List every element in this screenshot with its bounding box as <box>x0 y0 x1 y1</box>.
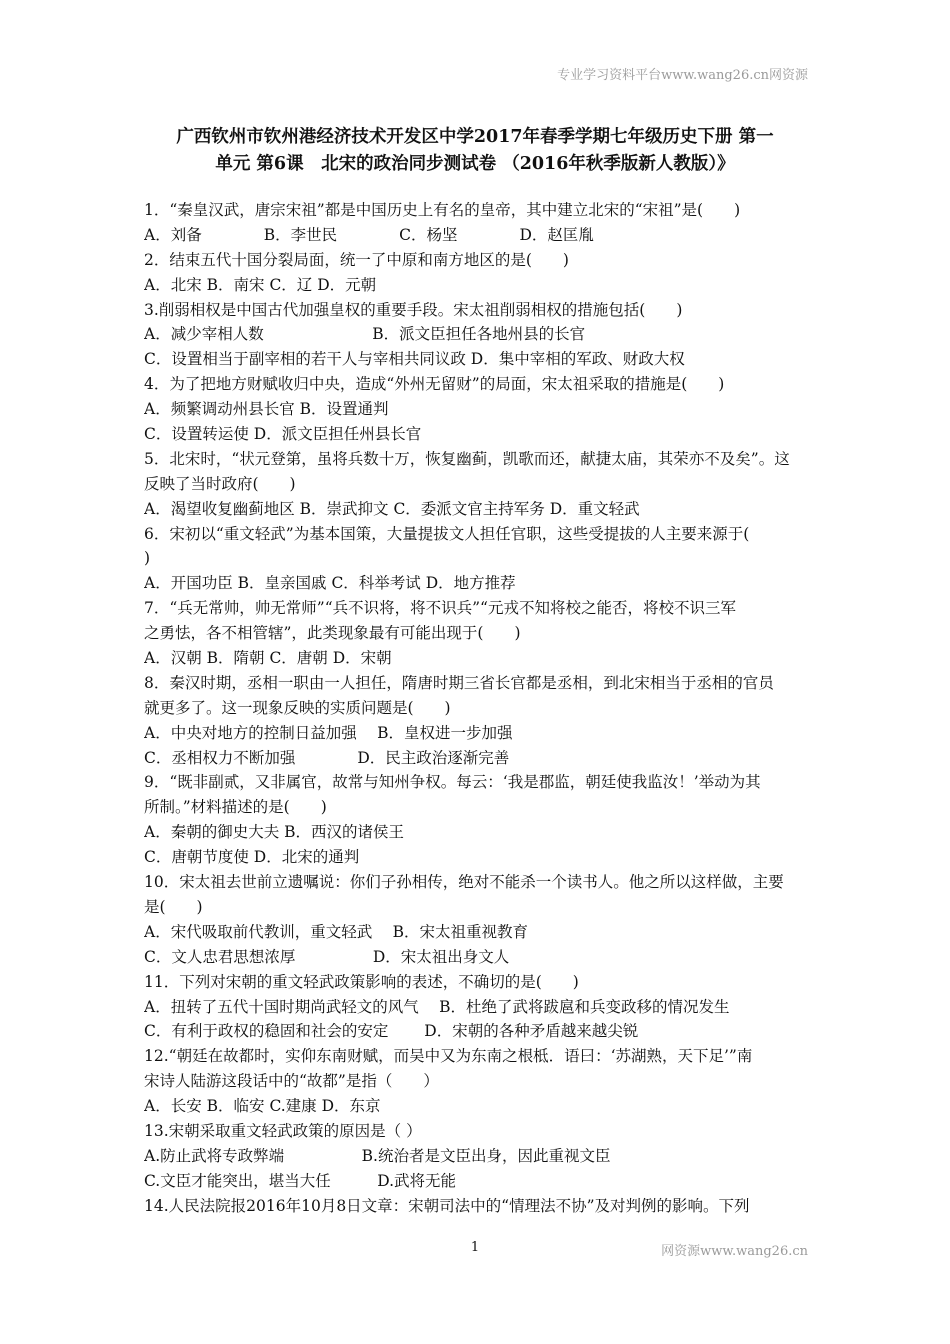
text-line: A．北宋 B．南宋 C．辽 D．元朝 <box>144 275 377 294</box>
text-line: A．频繁调动州县长官 B．设置通判 <box>144 400 389 419</box>
text-line: C.文臣才能突出，堪当大任 D.武将无能 <box>144 1171 457 1190</box>
text-line: A.防止武将专政弊端 B.统治者是文臣出身，因此重视文臣 <box>144 1146 611 1165</box>
text-line: 5．北宋时，“状元登第，虽将兵数十万，恢复幽蓟，凯歌而还，献捷太庙，其荣亦不及矣”。这 <box>144 449 790 468</box>
title-line-1: 广西钦州市钦州港经济技术开发区中学2017年春季学期七年级历史下册 第一 <box>176 127 774 147</box>
text-line: 3.削弱相权是中国古代加强皇权的重要手段。宋太祖削弱相权的措施包括( ) <box>144 300 683 319</box>
text-line: 11．下列对宋朝的重文轻武政策影响的表述，不确切的是( ) <box>144 972 579 991</box>
text-line: 之勇怯，各不相管辖”，此类现象最有可能出现于( ) <box>144 624 521 643</box>
text-line: ) <box>144 549 151 568</box>
title-line-2: 单元 第6课 北宋的政治同步测试卷 （2016年秋季版新人教版）》 <box>215 154 735 174</box>
question-body <box>144 198 808 1219</box>
text-line: 13.宋朝采取重文轻武政策的原因是（ ） <box>144 1121 422 1140</box>
text-line: A．扭转了五代十国时期尚武轻文的风气 B．杜绝了武将跋扈和兵变政移的情况发生 <box>144 997 730 1016</box>
text-line: A．刘备 B．李世民 C．杨坚 D．赵匡胤 <box>144 225 594 244</box>
text-line: C．设置相当于副宰相的若干人与宰相共同议政 D．集中宰相的军政、财政大权 <box>144 350 685 369</box>
footer-watermark: 网资源www.wang26.cn <box>661 1244 808 1259</box>
text-line: 7．“兵无常帅，帅无常师”“兵不识将，将不识兵”“元戎不知将校之能否，将校不识三军 <box>144 599 736 618</box>
text-line: 所制。”材料描述的是( ) <box>144 798 327 817</box>
text-line: A．秦朝的御史大夫 B．西汉的诸侯王 <box>144 823 405 842</box>
text-line: A．减少宰相人数 B．派文臣担任各地州县的长官 <box>144 325 586 344</box>
text-line: C．有利于政权的稳固和社会的安定 D．宋朝的各种矛盾越来越尖锐 <box>144 1022 639 1041</box>
text-line: C．设置转运使 D．派文臣担任州县长官 <box>144 425 422 444</box>
text-line: A．汉朝 B．隋朝 C．唐朝 D．宋朝 <box>144 649 392 668</box>
text-line: 反映了当时政府( ) <box>144 474 296 493</box>
header-watermark: 专业学习资料平台www.wang26.cn网资源 <box>557 68 808 83</box>
text-line: 6．宋初以“重文轻武”为基本国策，大量提拔文人担任官职，这些受提拔的人主要来源于( <box>144 524 750 543</box>
text-line: 12.“朝廷在故都时，实仰东南财赋，而吴中又为东南之根柢．语曰：‘苏湖熟，天下足’”南 <box>144 1047 753 1066</box>
text-line: 就更多了。这一现象反映的实质问题是( ) <box>144 698 451 717</box>
text-line: C．丞相权力不断加强 D．民主政治逐渐完善 <box>144 748 510 767</box>
page-number: 1 <box>470 1240 480 1255</box>
text-line: A．中央对地方的控制日益加强 B．皇权进一步加强 <box>144 723 513 742</box>
text-line: A．渴望收复幽蓟地区 B．崇武抑文 C．委派文官主持军务 D．重文轻武 <box>144 499 640 518</box>
text-line: 宋诗人陆游这段话中的“故都”是指（ ） <box>144 1072 439 1091</box>
text-line: A．长安 B．临安 C.建康 D．东京 <box>144 1097 381 1116</box>
text-line: A．开国功臣 B．皇亲国戚 C．科举考试 D．地方推荐 <box>144 574 516 593</box>
text-line: 2．结束五代十国分裂局面，统一了中原和南方地区的是( ) <box>144 250 569 269</box>
text-line: 4．为了把地方财赋收归中央，造成“外州无留财”的局面，宋太祖采取的措施是( ) <box>144 375 725 394</box>
text-line: 8．秦汉时期，丞相一职由一人担任，隋唐时期三省长官都是丞相，到北宋相当于丞相的官员 <box>144 673 774 692</box>
text-line: 1．“秦皇汉武，唐宗宋祖”都是中国历史上有名的皇帝，其中建立北宋的“宋祖”是( ) <box>144 201 741 219</box>
text-line: A．宋代吸取前代教训，重文轻武 B．宋太祖重视教育 <box>144 922 529 941</box>
text-line: 是( ) <box>144 897 203 916</box>
text-line: 10．宋太祖去世前立遗嘱说：你们子孙相传，绝对不能杀一个读书人。他之所以这样做，主要 <box>144 873 784 892</box>
text-line: C．文人忠君思想浓厚 D．宋太祖出身文人 <box>144 947 510 966</box>
document-title <box>140 124 810 178</box>
text-line: C．唐朝节度使 D．北宋的通判 <box>144 848 360 867</box>
text-line: 9．“既非副贰，又非属官，故常与知州争权。每云：‘我是郡监，朝廷使我监汝！’举动为其 <box>144 773 761 792</box>
text-line: 14.人民法院报2016年10月8日文章：宋朝司法中的“情理法不协”及对判例的影响。下列 <box>144 1196 750 1215</box>
